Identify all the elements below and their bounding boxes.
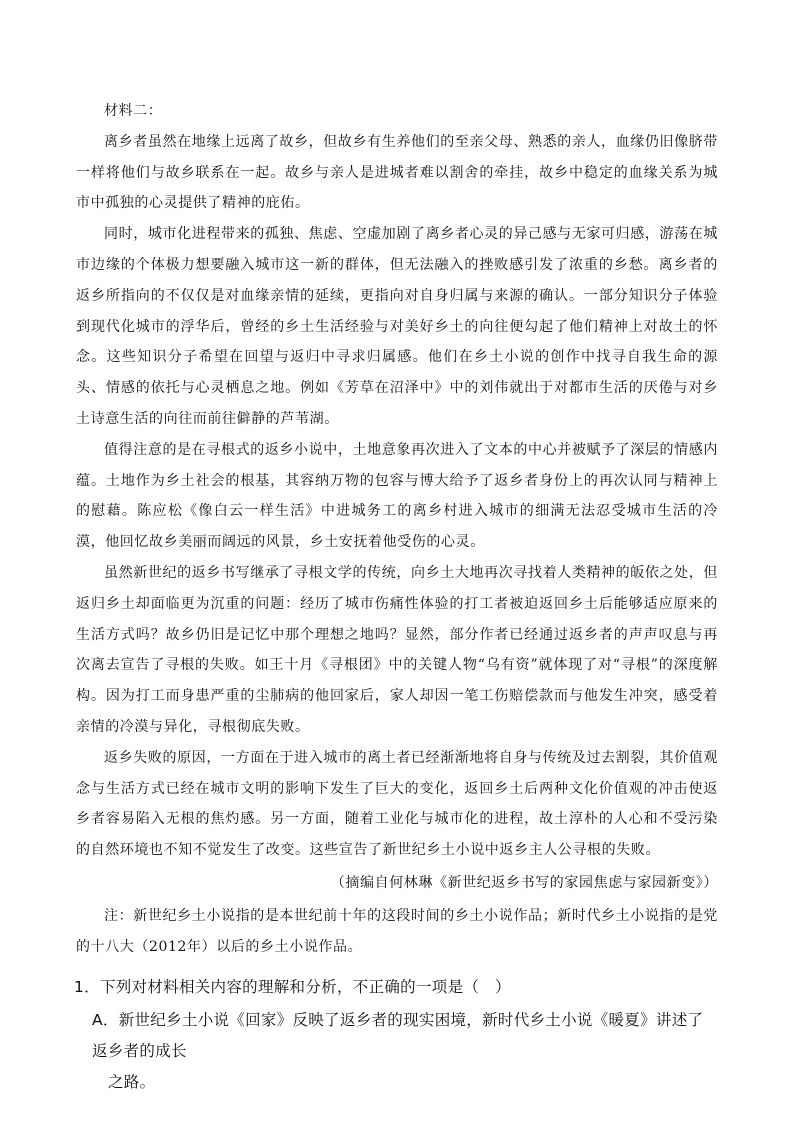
paragraph-3: 值得注意的是在寻根式的返乡小说中，土地意象再次进入了文本的中心并被赋予了深层的情感内蕴。土地作为乡土社会的根基，其容纳万物的包容与博大给予了返乡者身份上的再次认同与精神上的慰藉。陈应松《像白云一样生活》中进城务工的离乡村进入城市的细满无法忍受城市生活的冷漠，他回忆故乡美丽而阔远的风景，乡土安抚着他受伤的心灵。 (76, 441, 718, 551)
footnote: 注：新世纪乡土小说指的是本世纪前十年的这段时间的乡土小说作品；新时代乡土小说指的是党的十八大（2012年）以后的乡土小说作品。 (76, 907, 718, 955)
material-heading: 材料二： (104, 103, 163, 119)
option-a-line-2: 之路。 (108, 1073, 156, 1092)
question-stem: 1．下列对材料相关内容的理解和分析，不正确的一项是（ ） (74, 978, 511, 997)
option-a-line-1: A．新世纪乡土小说《回家》反映了返乡者的现实困境，新时代乡土小说《暖夏》讲述了返乡者的成长 (92, 1011, 704, 1061)
paragraph-4: 虽然新世纪的返乡书写继承了寻根文学的传统，向乡土大地再次寻找着人类精神的皈依之处，但返归乡土却面临更为沉重的问题：经历了城市伤痛性体验的打工者被迫返回乡土后能够适应原来的生活方式吗？故乡仍旧是记忆中那个理想之地吗？显然，部分作者已经通过返乡者的声声叹息与再次离去宣告了寻根的失败。如王十月《寻根团》中的关键人物“乌有资”就体现了对“寻根”的深度解构。因为打工而身患严重的尘肺病的他回家后，家人却因一笔工伤赔偿款而与他发生冲突，感受着亲情的冷漠与异化，寻根彻底失败。 (76, 564, 718, 735)
paragraph-2: 同时，城市化进程带来的孤独、焦虑、空虚加剧了离乡者心灵的异己感与无家可归感，游荡在城市边缘的个体极力想要融入城市这一新的群体，但无法融入的挫败感引发了浓重的乡愁。离乡者的返乡所指向的不仅仅是对血缘亲情的延续，更指向对自身归属与来源的确认。一部分知识分子体验到现代化城市的浮华后，曾经的乡土生活经验与对美好乡土的向往便勾起了他们精神上对故土的怀念。这些知识分子希望在回望与返归中寻求归属感。他们在乡土小说的创作中找寻自我生命的源头、情感的依托与心灵栖息之地。例如《芳草在沼泽中》中的刘伟就出于对都市生活的厌倦与对乡土诗意生活的向往而前往僻静的芦苇湖。 (76, 226, 718, 427)
option-a[interactable] (92, 1005, 718, 1098)
paragraph-1: 离乡者虽然在地缘上远离了故乡，但故乡有生养他们的至亲父母、熟悉的亲人，血缘仍旧像脐带一样将他们与故乡联系在一起。故乡与亲人是进城者难以割舍的牵挂，故乡中稳定的血缘关系为城市中孤独的心灵提供了精神的庇佑。 (76, 133, 718, 212)
question-1 (76, 972, 718, 1098)
material-two (76, 96, 718, 962)
source-citation: （摘编自何林琳《新世纪返乡书写的家园焦虑与家园新变》） (330, 874, 718, 891)
paragraph-5: 返乡失败的原因，一方面在于进入城市的离土者已经渐渐地将自身与传统及过去割裂，其价值观念与生活方式已经在城市文明的影响下发生了巨大的变化，返回乡土后两种文化价值观的冲击使返乡者容易陷入无根的焦灼感。另一方面，随着工业化与城市化的进程，故土淳朴的人心和不受污染的自然环境也不知不觉发生了改变。这些宣告了新世纪乡土小说中返乡主人公寻根的失败。 (76, 749, 718, 859)
